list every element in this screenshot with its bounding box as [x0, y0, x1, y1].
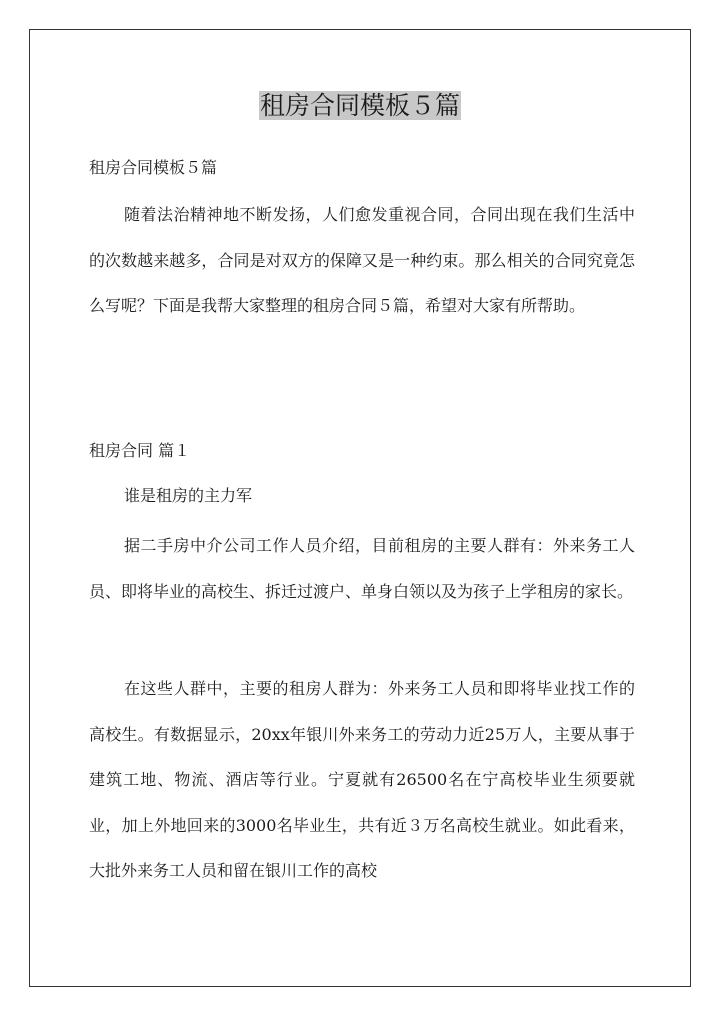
- subsection-heading: 谁是租房的主力军: [124, 486, 253, 505]
- document-title: [0, 88, 720, 124]
- intro-paragraph: 随着法治精神地不断发扬，人们愈发重视合同，合同出现在我们生活中的次数越来越多，合同是对双方的保障又是一种约束。那么相关的合同究竟怎么写呢？下面是我帮大家整理的租房合同５篇，希望对大家有所帮助。: [89, 205, 635, 315]
- document-subtitle: 租房合同模板５篇: [89, 158, 218, 177]
- document-title-text: 租房合同模板５篇: [259, 91, 460, 120]
- paragraph-1: 据二手房中介公司工作人员介绍，目前租房的主要人群有：外来务工人员、即将毕业的高校生、拆迁过渡户、单身白领以及为孩子上学租房的家长。: [89, 536, 635, 601]
- paragraph-2: 在这些人群中，主要的租房人群为：外来务工人员和即将毕业找工作的高校生。有数据显示，20xx年银川外来务工的劳动力近25万人，主要从事于建筑工地、物流、酒店等行业。宁夏就有26500名在宁高校毕业生须要就业，加上外地回来的3000名毕业生，共有近３万名高校生就业。如此看来，大批外来务工人员和留在银川工作的高校: [89, 679, 635, 880]
- section-heading: 租房合同 篇１: [89, 441, 191, 460]
